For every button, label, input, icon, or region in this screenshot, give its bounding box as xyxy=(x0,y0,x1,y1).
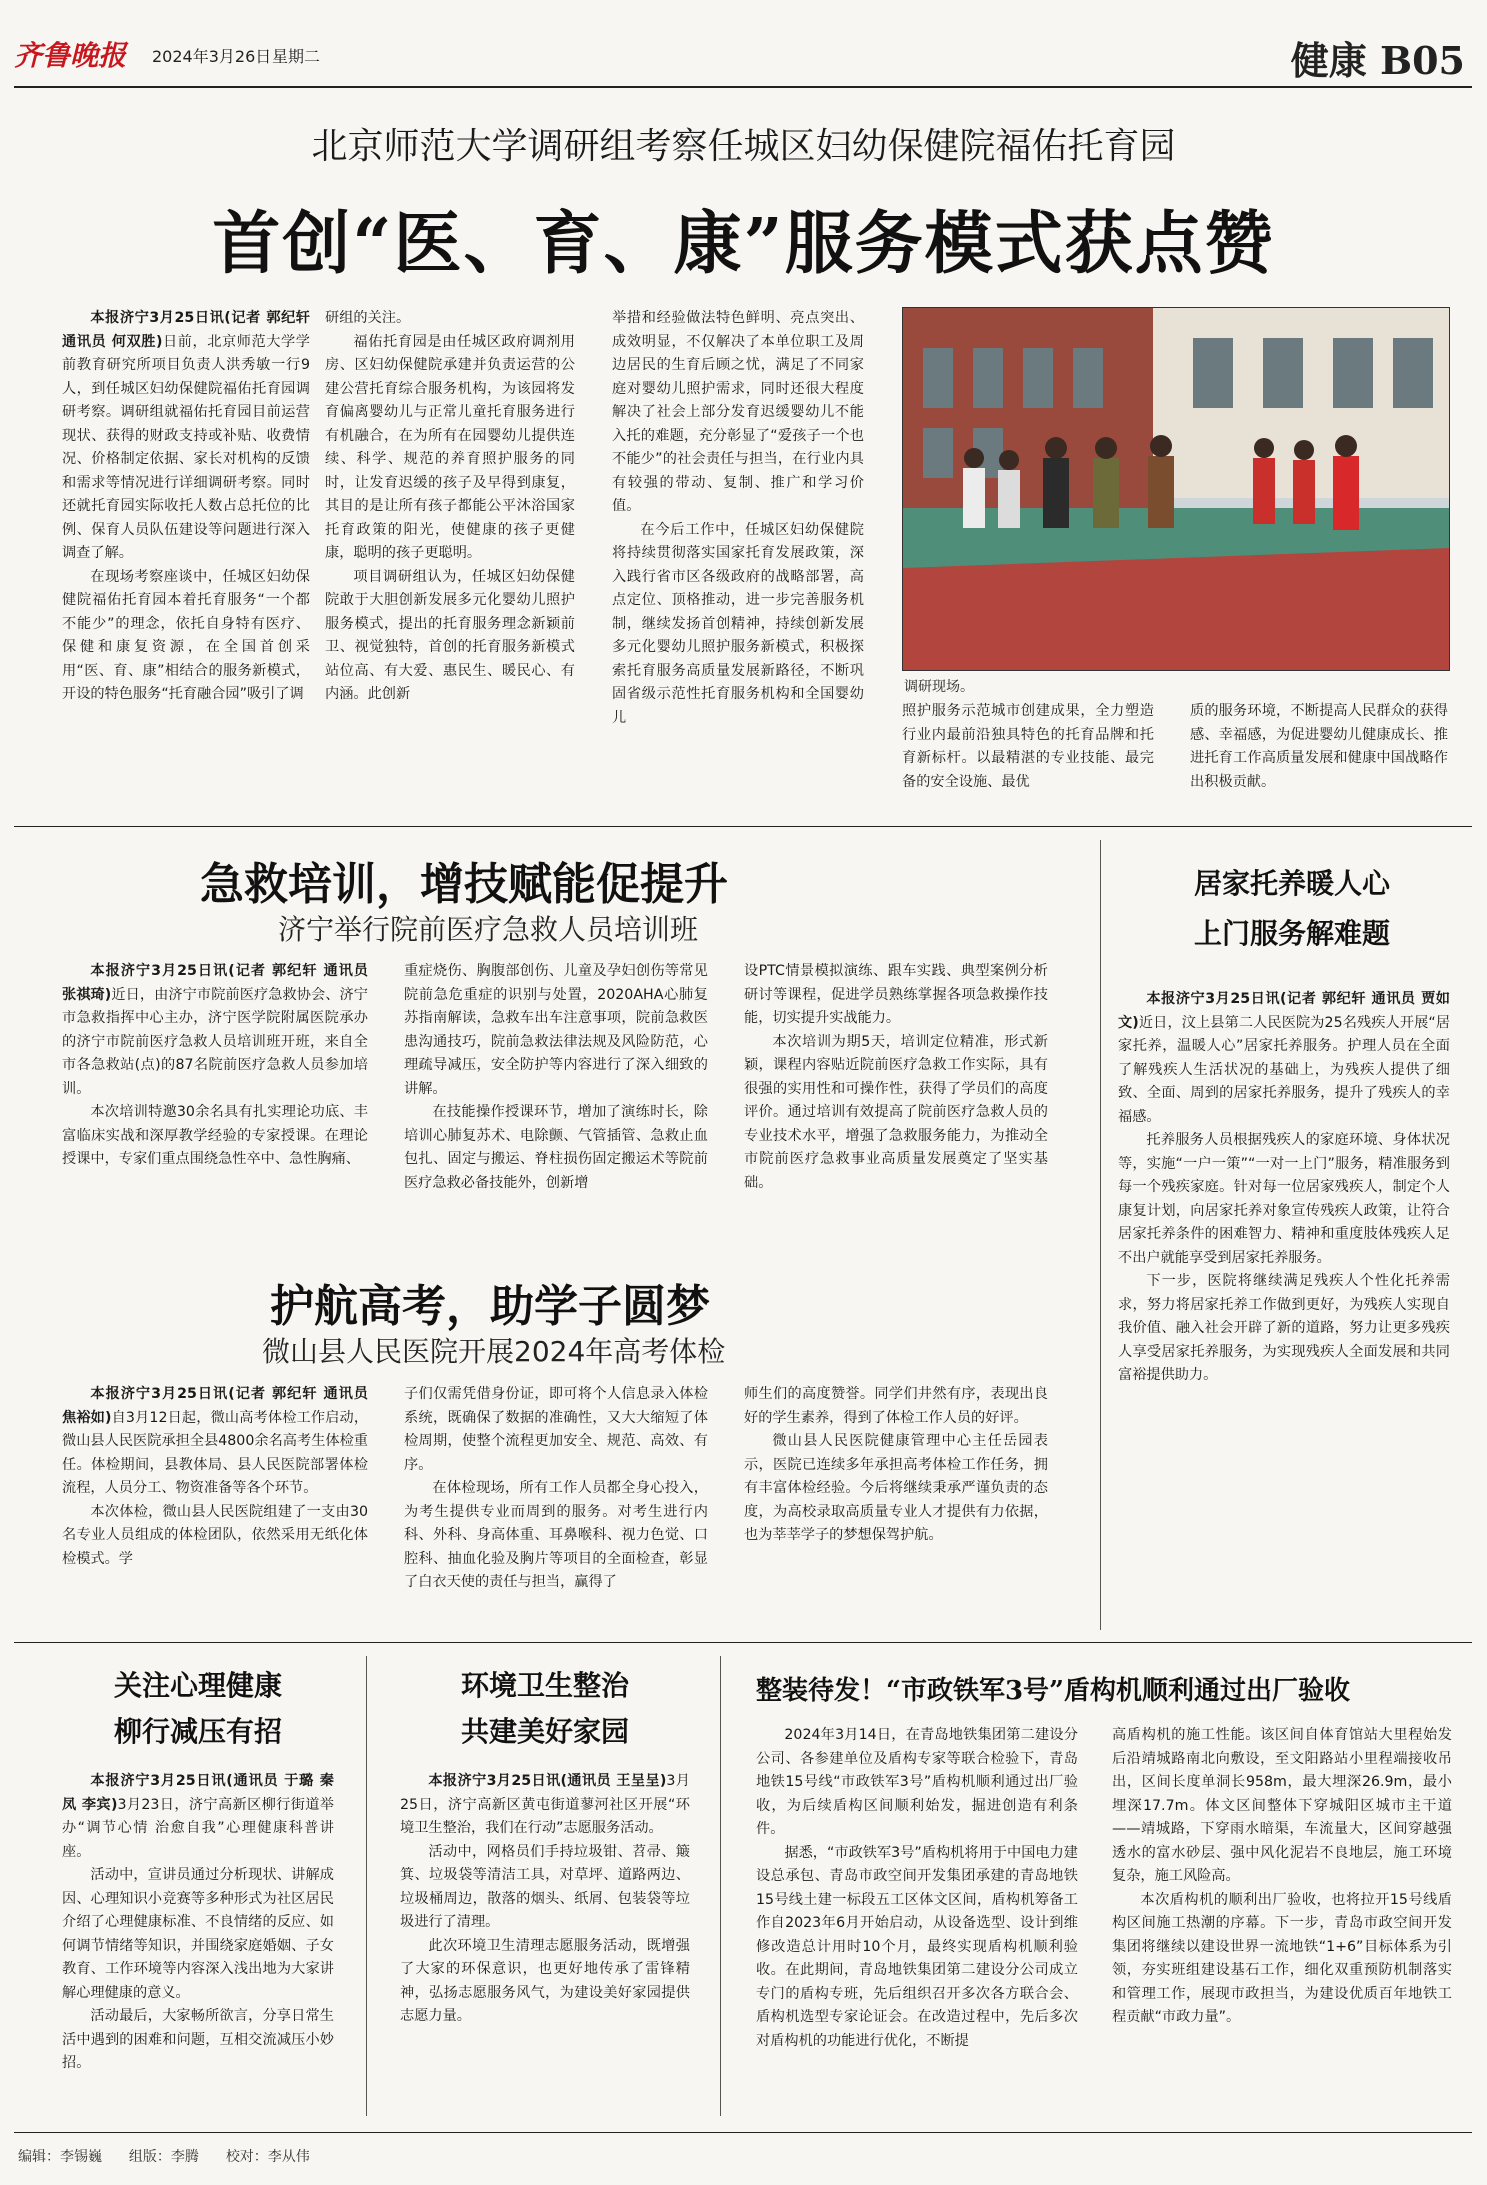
story5-title-line1: 关注心理健康 xyxy=(113,1669,282,1702)
photo-illustration xyxy=(903,308,1449,670)
story2-col3: 设PTC情景模拟演练、跟车实践、典型案例分析研讨等课程，促进学员熟练掌握各项急救操作技能，切实提升实战能力。 本次培训为期5天，培训定位精准，形式新颖，课程内容贴近院前医疗急救工作实际，具有很强的实用性和可操作性，获得了学员们的高度评价。通过培训有效提高了院前医疗急救人员的专业技术水平，增强了急救服务能力，为推动全市院前医疗急救事业高质量发展奠定了坚实基础。 xyxy=(744,963,1048,1191)
story2-subtitle: 济宁举行院前医疗急救人员培训班 xyxy=(278,913,699,946)
story2-dateline: 本报济宁3月25日讯(记者 郭纪轩 通讯员 张祺琦) xyxy=(62,963,368,1003)
story3-body: 本报济宁3月25日讯(记者 郭纪轩 通讯员 贾如文)近日，汶上县第二人民医院为25名残疾人开展“居家托养，温暖人心”居家托养服务。护理人员在全面了解残疾人生活状况的基础上，为残疾人提供了细致、全面、周到的居家托养服务，提升了残疾人的幸福感。 托养服务人员根据残疾人的家庭环境、身体状况等，实施“一户一策”“一对一上门”服务，精准服务到每一个残疾家庭。针对每一位居家残疾人，制定个人康复计划，向居家托养对象宣传残疾人政策，让符合居家托养条件的困难智力、精神和重度肢体残疾人足不出户就能享受到居家托养服务。 下一步，医院将继续满足残疾人个性化托养需求，努力将居家托养工作做到更好，为残疾人实现自我价值、融入社会开辟了新的道路，努力让更多残疾人享受居家托养服务，为实现残疾人全面发展和共同富裕提供助力。 xyxy=(1118,991,1451,1383)
story6-body: 本报济宁3月25日讯(通讯员 王呈呈)3月25日，济宁高新区黄屯街道蓼河社区开展“环境卫生整治，我们在行动”志愿服务活动。 活动中，网格员们手持垃圾钳、苕帚、簸箕、垃圾袋等清洁工具，对草坪、道路两边、垃圾桶周边，散落的烟头、纸屑、包装袋等垃圾进行了清理。 此次环境卫生清理志愿服务活动，既增强了大家的环保意识，也更好地传承了雷锋精神，弘扬志愿服务风气，为建设美好家园提供志愿力量。 xyxy=(400,1773,690,2024)
story3-dateline: 本报济宁3月25日讯(记者 郭纪轩 通讯员 贾如文) xyxy=(1118,991,1450,1031)
story4-col3: 师生们的高度赞誉。同学们井然有序，表现出良好的学生素养，得到了体检工作人员的好评。 微山县人民医院健康管理中心主任岳园表示，医院已连续多年承担高考体检工作任务，拥有丰富体检经验。今后将继续秉承严谨负责的态度，为高校录取高质量专业人才提供有力依据，也为莘莘学子的梦想保驾护航。 xyxy=(744,1386,1048,1543)
story1-col1: 本报济宁3月25日讯(记者 郭纪轩 通讯员 何双胜)日前，北京师范大学学前教育研究所项目负责人洪秀敏一行9人，到任城区妇幼保健院福佑托育园调研考察。调研组就福佑托育园目前运营现状、获得的财政支持或补贴、收费情况、价格制定依据、家长对机构的反馈和需求等情况进行详细调研考察。同时还就托育园实际收托人数占总托位的比例、保育人员队伍建设等问题进行深入调查了解。 在现场考察座谈中，任城区妇幼保健院福佑托育园本着托育服务“一个都不能少”的理念，依托自身特有医疗、保健和康复资源，在全国首创采用“医、育、康”相结合的服务新模式，开设的特色服务“托育融合园”吸引了调 xyxy=(62,310,310,702)
masthead-date: 2024年3月26日 xyxy=(152,47,272,66)
story7-title: 整装待发！“市政铁军3号”盾构机顺利通过出厂验收 xyxy=(756,1676,1351,1706)
story7-col2: 高盾构机的施工性能。该区间自体育馆站大里程始发后沿靖城路南北向敷设，至文阳路站小里程端接收吊出，区间长度单洞长958m，最大埋深26.9m，最小埋深17.7m。体文区间整体下穿城阳区城市主干道——靖城路，下穿雨水暗渠，车流量大，区间穿越强透水的富水砂层、强中风化泥岩不良地层，施工环境复杂，施工风险高。 本次盾构机的顺利出厂验收，也将拉开15号线盾构区间施工热潮的序幕。下一步，青岛市政空间开发集团将继续以建设世界一流地铁“1+6”目标体系为引领，夯实班组建设基石工作，细化双重预防机制落实和管理工作，展现市政担当，为建设优质百年地铁工程贡献“市政力量”。 xyxy=(1112,1727,1452,2025)
story1-dateline: 本报济宁3月25日讯(记者 郭纪轩 通讯员 何双胜) xyxy=(62,310,310,350)
story3-title-line1: 居家托养暖人心 xyxy=(1193,867,1390,900)
section-label: 健康 B05 xyxy=(1290,38,1465,83)
story5-divider xyxy=(366,1656,367,2116)
story5-dateline: 本报济宁3月25日讯(通讯员 于璐 秦凤 李宾) xyxy=(62,1773,334,1813)
story5-body: 本报济宁3月25日讯(通讯员 于璐 秦凤 李宾)3月23日，济宁高新区柳行街道举办“调节心情 治愈自我”心理健康科普讲座。 活动中，宣讲员通过分析现状、讲解成因、心理知识小竞赛等多种形式为社区居民介绍了心理健康标准、不良情绪的反应、如何调节情绪等知识，并围绕家庭婚姻、子女教育、工作环境等内容深入浅出地为大家讲解心理健康的意义。 活动最后，大家畅所欲言，分享日常生活中遇到的困难和问题，互相交流减压小妙招。 xyxy=(62,1773,334,2071)
story4-col2: 子们仅需凭借身份证，即可将个人信息录入体检系统，既确保了数据的准确性，又大大缩短了体检周期，使整个流程更加安全、规范、高效、有序。 在体检现场，所有工作人员都全身心投入，为考生提供专业而周到的服务。对考生进行内科、外科、身高体重、耳鼻喉科、视力色觉、口腔科、抽血化验及胸片等项目的全面检查，彰显了白衣天使的责任与担当，赢得了 xyxy=(404,1386,708,1590)
story2-col2: 重症烧伤、胸腹部创伤、儿童及孕妇创伤等常见院前急危重症的识别与处置，2020AHA心肺复苏指南解读，急救车出车注意事项，院前急救医患沟通技巧，院前急救法律法规及风险防范，心理疏导减压，安全防护等内容进行了深入细致的讲解。 在技能操作授课环节，增加了演练时长，除培训心肺复苏术、电除颤、气管插管、急救止血包扎、固定与搬运、脊柱损伤固定搬运术等院前医疗急救必备技能外，创新增 xyxy=(404,963,708,1191)
story1-title: 首创“医、育、康”服务模式获点赞 xyxy=(212,204,1275,284)
newspaper-logo: 齐鲁晚报 xyxy=(14,39,127,72)
story1-bottom-rule xyxy=(14,826,1472,827)
masthead xyxy=(0,0,1487,83)
story6-dateline: 本报济宁3月25日讯(通讯员 王呈呈) xyxy=(428,1773,667,1789)
story4-title: 护航高考，助学子圆梦 xyxy=(270,1281,710,1332)
masthead-rule xyxy=(14,86,1472,88)
masthead-weekday: 星期二 xyxy=(272,47,321,66)
story4-dateline: 本报济宁3月25日讯(记者 郭纪轩 通讯员 焦裕如) xyxy=(62,1386,368,1426)
photo-caption: 调研现场。 xyxy=(904,679,974,695)
story4-subtitle: 微山县人民医院开展2024年高考体检 xyxy=(262,1335,726,1368)
footer-layout: 组版：李腾 xyxy=(128,2149,199,2165)
lower-section-rule xyxy=(14,1642,1472,1643)
story4-col1: 本报济宁3月25日讯(记者 郭纪轩 通讯员 焦裕如)自3月12日起，微山高考体检工作启动，微山县人民医院承担全县4800余名高考生体检重任。体检期间，县教体局、县人民医院部署体检流程，人员分工、物资准备等各个环节。 本次体检，微山县人民医院组建了一支由30名专业人员组成的体检团队，依然采用无纸化体检模式。学 xyxy=(62,1386,369,1567)
story6-title-line1: 环境卫生整治 xyxy=(460,1669,629,1702)
story1-col3: 举措和经验做法特色鲜明、亮点突出、成效明显，不仅解决了本单位职工及周边居民的生育后顾之忧，满足了不同家庭对婴幼儿照护需求，同时还很大程度解决了社会上部分发育迟缓婴幼儿不能入托的难题，充分彰显了“爱孩子一个也不能少”的社会责任与担当，在行业内具有较强的带动、复制、推广和学习价值。 在今后工作中，任城区妇幼保健院将持续贯彻落实国家托育发展政策，深入践行省市区各级政府的战略部署，高点定位、顶格推动，进一步完善服务机制，继续发扬首创精神，持续创新发展多元化婴幼儿照护服务新模式，积极探索托育服务高质量发展新路径，不断巩固省级示范性托育服务机构和全国婴幼儿 xyxy=(612,310,864,726)
story1-col4: 照护服务示范城市创建成果，全力塑造行业内最前沿独具特色的托育品牌和托育新标杆。以最精湛的专业技能、最完备的安全设施、最优 xyxy=(902,703,1154,790)
story1-kicker: 北京师范大学调研组考察任城区妇幼保健院福佑托育园 xyxy=(311,126,1176,167)
story7-col1: 2024年3月14日，在青岛地铁集团第二建设分公司、各参建单位及盾构专家等联合检验下，青岛地铁15号线“市政铁军3号”盾构机顺利通过出厂验收，为后续盾构区间顺利始发，掘进创造有利条件。 据悉，“市政铁军3号”盾构机将用于中国电力建设总承包、青岛市政空间开发集团承建的青岛地铁15号线土建一标段五工区体文区间，盾构机筹备工作自2023年6月开始启动，从设备选型、设计到维修改造总计用时10个月，最终实现盾构机顺利验收。在此期间，青岛地铁集团第二建设分公司成立专门的盾构专班，先后组织召开多次各方联合会、盾构机选型专家论证会。在改造过程中，先后多次对盾构机的功能进行优化，不断提 xyxy=(756,1727,1078,2049)
footer-editor: 编辑：李锡巍 xyxy=(18,2149,102,2165)
research-site-photo xyxy=(902,307,1450,671)
sidebar-divider xyxy=(1100,840,1101,1630)
story6-divider xyxy=(720,1656,721,2116)
story2-col1: 本报济宁3月25日讯(记者 郭纪轩 通讯员 张祺琦)近日，由济宁市院前医疗急救协会、济宁市急救指挥中心主办，济宁医学院附属医院承办的济宁市院前医疗急救人员培训班开班，来自全市各急救站(点)的87名院前医疗急救人员参加培训。 本次培训特邀30余名具有扎实理论功底、丰富临床实战和深厚教学经验的专家授课。在理论授课中，专家们重点围绕急性卒中、急性胸痛、 xyxy=(62,963,368,1167)
footer-rule xyxy=(14,2132,1472,2133)
story1-col2: 研组的关注。 福佑托育园是由任城区政府调剂用房、区妇幼保健院承建并负责运营的公建公营托育综合服务机构，为该园将发育偏离婴幼儿与正常儿童托育服务进行有机融合，在为所有在园婴幼儿提供连续、科学、规范的养育照护服务的同时，让发育迟缓的孩子及早得到康复，其目的是让所有孩子都能公平沐浴国家托育政策的阳光，使健康的孩子更健康，聪明的孩子更聪明。 项目调研组认为，任城区妇幼保健院敢于大胆创新发展多元化婴幼儿照护服务模式，提出的托育服务理念新颖前卫、视觉独特，首创的托育服务新模式站位高、有大爱、惠民生、暖民心、有内涵。此创新 xyxy=(325,310,575,702)
story2-title: 急救培训，增技赋能促提升 xyxy=(200,859,728,910)
story5-title-line2: 柳行减压有招 xyxy=(113,1715,282,1748)
story6-title-line2: 共建美好家园 xyxy=(460,1715,629,1748)
story1-col5: 质的服务环境，不断提高人民群众的获得感、幸福感，为促进婴幼儿健康成长、推进托育工作高质量发展和健康中国战略作出积极贡献。 xyxy=(1190,703,1448,790)
story3-title-line2: 上门服务解难题 xyxy=(1193,917,1390,950)
footer-credits xyxy=(18,2146,310,2166)
footer-proof: 校对：李从伟 xyxy=(225,2149,310,2165)
